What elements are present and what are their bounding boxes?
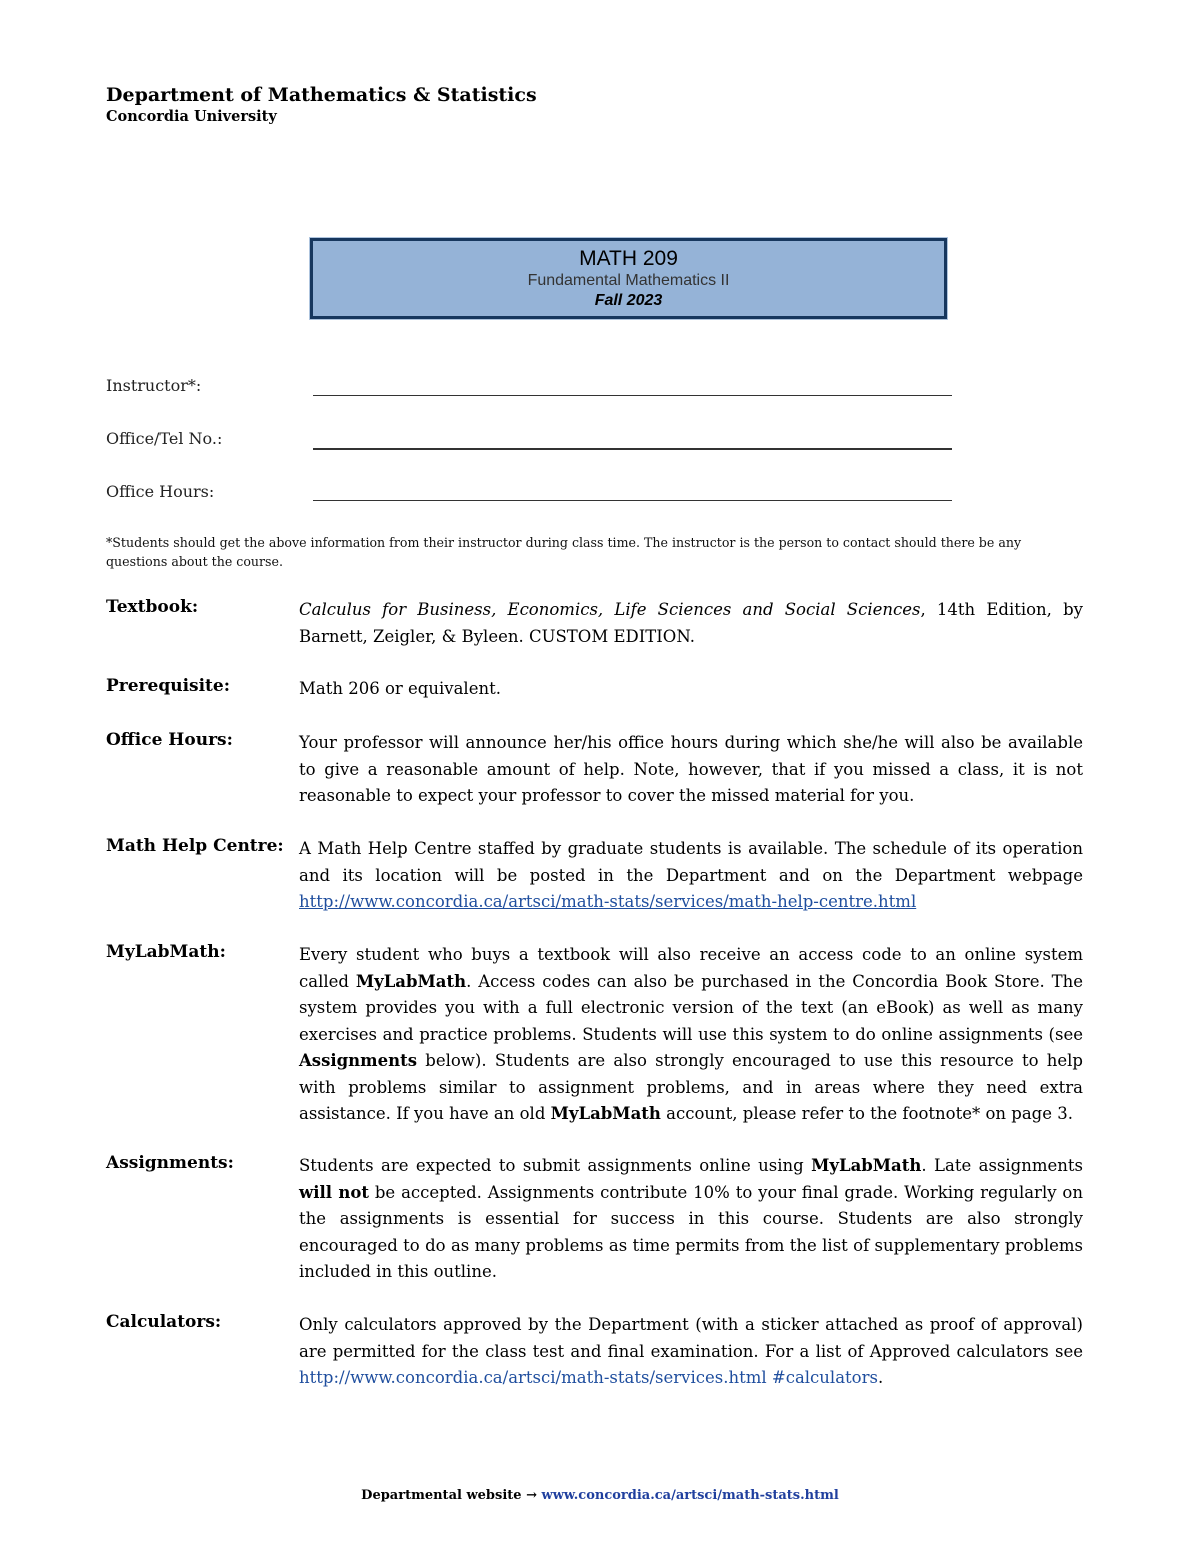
mylabmath-text-4: account, please refer to the footnote* on page 3. — [660, 1104, 1073, 1123]
prerequisite-label: Prerequisite: — [106, 676, 231, 696]
mylabmath-body — [299, 942, 1083, 1128]
calculators-end: . — [877, 1368, 884, 1387]
assignments-text-2: . Late assignments — [921, 1156, 1083, 1175]
footer-website-link[interactable]: www.concordia.ca/artsci/math-stats.html — [541, 1488, 839, 1503]
assignments-text-3: be accepted. Assignments contribute 10% to your final grade. Working regularly on the assignments is essential for success in this course. Students are also strongly encouraged to do as many problems as time permits from the list of supplementary problems included in this outline. — [299, 1182, 1083, 1281]
course-term: Fall 2023 — [594, 292, 663, 309]
assignments-label: Assignments: — [106, 1153, 234, 1173]
textbook-title: Calculus for Business, Economics, Life Sciences and Social Sciences — [299, 600, 921, 619]
mylabmath-text-1: Every student who buys a textbook will also receive an access code to an online system called — [299, 945, 1083, 991]
assignments-body — [299, 1153, 1083, 1286]
prerequisite-body: Math 206 or equivalent. — [299, 679, 501, 698]
instructor-line — [313, 395, 952, 396]
mylabmath-bold-1: MyLabMath — [355, 971, 467, 991]
course-code: MATH 209 — [579, 247, 678, 270]
office-tel-label: Office/Tel No.: — [106, 429, 223, 448]
document-header — [106, 84, 537, 125]
instructor-label: Instructor*: — [106, 376, 202, 395]
mylabmath-bold-2: Assignments — [299, 1051, 418, 1070]
help-centre-label: Math Help Centre: — [106, 836, 284, 856]
university-name: Concordia University — [106, 108, 277, 125]
department-name: Department of Mathematics & Statistics — [106, 84, 537, 106]
instructor-note: *Students should get the above information from their instructor during class time. The instructor is the person to contact should there be any questions about the course. — [106, 535, 1022, 569]
course-title-box — [310, 238, 947, 319]
mylabmath-label: MyLabMath: — [106, 942, 226, 962]
help-centre-body — [299, 836, 1083, 916]
page-footer — [0, 1488, 1200, 1503]
office-hours-line — [313, 500, 952, 501]
calculators-label: Calculators: — [106, 1312, 222, 1332]
assignments-bold-1: MyLabMath — [811, 1156, 922, 1175]
textbook-body — [299, 597, 1083, 650]
mylabmath-text-3: below). Students are also strongly encouraged to use this resource to help with problems similar to assignment problems, and in areas where they need extra assistance. If you have an old — [299, 1051, 1083, 1123]
calculators-body — [299, 1312, 1083, 1392]
assignments-bold-2: will not — [299, 1182, 369, 1202]
calculators-link[interactable]: http://www.concordia.ca/artsci/math-stats/services.html #calculators — [299, 1368, 878, 1387]
help-centre-link[interactable]: http://www.concordia.ca/artsci/math-stats/services/math-help-centre.html — [299, 892, 917, 911]
office-tel-line — [313, 448, 952, 450]
course-name: Fundamental Mathematics II — [527, 272, 730, 289]
footer-label: Departmental website → — [361, 1488, 537, 1503]
office-hours-label: Office Hours: — [106, 482, 215, 501]
assignments-text-1: Students are expected to submit assignments online using — [299, 1156, 812, 1175]
help-centre-text: A Math Help Centre staffed by graduate students is available. The schedule of its operation and its location will be posted in the Department and on the Department webpage — [299, 839, 1083, 885]
office-hours-body: Your professor will announce her/his office hours during which she/he will also be available to give a reasonable amount of help. Note, however, that if you missed a class, it is not reasonable to expect your professor to cover the missed material for you. — [299, 733, 1083, 805]
office-hours-section-label: Office Hours: — [106, 730, 233, 750]
textbook-details: , 14th Edition, by Barnett, Zeigler, & Byleen. CUSTOM EDITION. — [299, 600, 1083, 646]
mylabmath-text-2: . Access codes can also be purchased in the Concordia Book Store. The system provides you with a full electronic version of the text (an eBook) as well as many exercises and practice problems. Students will use this system to do online assignments (see — [299, 971, 1083, 1044]
mylabmath-bold-3: MyLabMath — [550, 1104, 661, 1123]
textbook-label: Textbook: — [106, 597, 199, 617]
calculators-text: Only calculators approved by the Department (with a sticker attached as proof of approval) are permitted for the class test and final examination. For a list of Approved calculators see — [299, 1315, 1083, 1361]
